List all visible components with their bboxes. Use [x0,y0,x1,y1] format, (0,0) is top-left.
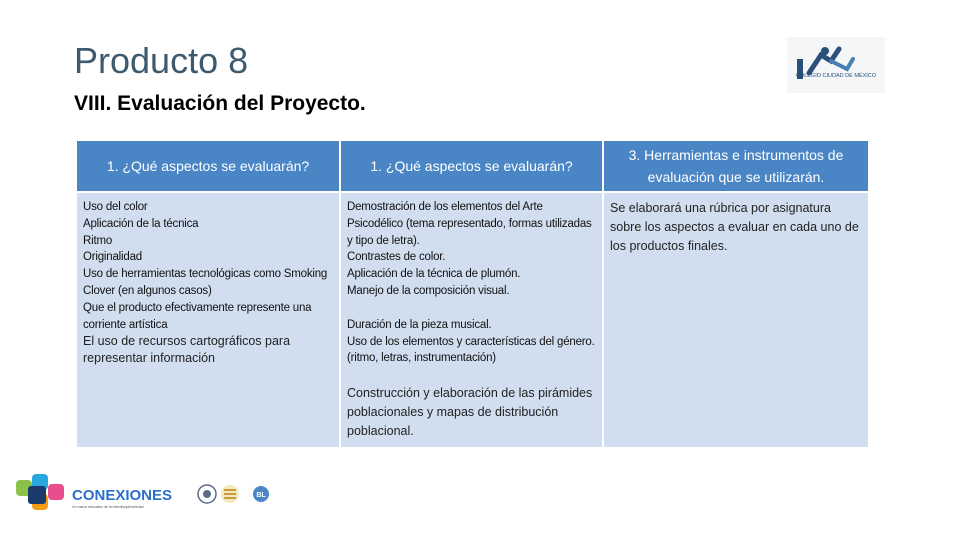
list-item: Manejo de la composición visual. [347,284,510,297]
list-item: Ritmo [83,234,113,247]
list-item: Uso de los elementos y características del género. (ritmo, letras, instrumentación) [347,335,595,365]
bl-badge-icon [253,486,269,502]
university-seal-icon [198,485,216,503]
colegio-logo [787,37,885,93]
list-item: Contrastes de color. [347,251,446,264]
table-header-row [77,141,868,193]
svg-text:Un marco educativo de la inter: Un marco educativo de la interdisciplinariedad [72,505,144,509]
list-item: Duración de la pieza musical. [347,318,492,331]
list-item: Uso de herramientas tecnológicas como Smoking Clover (en algunos casos) [83,268,328,297]
svg-text:CONEXIONES: CONEXIONES [72,487,173,504]
anniversary-icon [221,485,239,503]
population-item: Construcción y elaboración de las pirámides poblacionales y mapas de distribución poblacional. [347,386,593,439]
page-subtitle: VIII. Evaluación del Proyecto. [74,92,366,115]
conexiones-logo [10,470,270,522]
header-aspects-2: 1. ¿Qué aspectos se evaluarán? [341,141,604,193]
cartography-item: El uso de recursos cartográficos para representar información [83,334,291,366]
list-item: Que el producto efectivamente represente una corriente artística [83,301,312,331]
list-item: Aplicación de la técnica [83,217,199,230]
list-item: Uso del color [83,201,148,213]
list-item: Aplicación de la técnica de plumón. [347,268,521,281]
cell-aspects-2 [341,193,604,447]
table-row [77,193,868,447]
cell-aspects-1 [77,193,341,447]
puzzle-icon [16,474,64,510]
cell-tools [604,193,868,447]
svg-text:BL: BL [256,492,266,499]
list-item: Originalidad [83,251,142,264]
header-tools: 3. Herramientas e instrumentos de evaluación que se utilizarán. [604,141,868,193]
rubric-text: Se elaborará una rúbrica por asignatura sobre los aspectos a evaluar en cada uno de los productos finales. [610,201,859,253]
page-title: Producto 8 [74,40,249,81]
header-aspects-1: 1. ¿Qué aspectos se evaluarán? [77,141,341,193]
svg-text:COLEGIO CIUDAD DE MÉXICO: COLEGIO CIUDAD DE MÉXICO [795,73,877,79]
evaluation-table [77,141,868,447]
list-item: Demostración de los elementos del Arte Psicodélico (tema representado, formas utilizadas y tipo de letra). [347,201,592,247]
